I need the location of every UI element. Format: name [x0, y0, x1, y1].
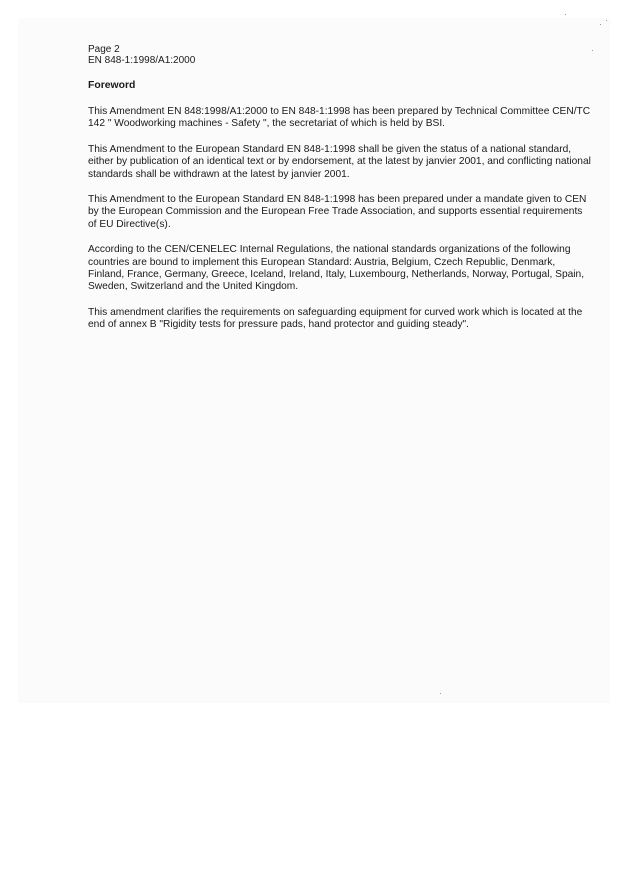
paragraph-mandate: This Amendment to the European Standard EN 848-1:1998 has been prepared under a mandate given to CEN by the European Commission and the European Free Trade Association, and supports essential requirements of EU Directive(s).	[88, 194, 587, 230]
document-page	[88, 44, 593, 345]
paragraph-status: This Amendment to the European Standard EN 848-1:1998 shall be given the status of a national standard, either by publication of an identical text or by endorsement, at the latest by janvier 2001, and conflicting national standards shall be withdrawn at the latest by janvier 2001.	[88, 143, 591, 180]
scan-speck	[606, 20, 607, 21]
paragraph-prepared-by: This Amendment EN 848:1998/A1:2000 to EN 848-1:1998 has been prepared by Technical Committee CEN/TC 142 " Woodworking machines - Safety ", the secretariat of which is held by BSI.	[88, 106, 591, 130]
scan-speck	[440, 693, 441, 694]
foreword-heading: Foreword	[88, 80, 136, 91]
paragraph-countries: According to the CEN/CENELEC Internal Regulations, the national standards organizations of the following countries are bound to implement this European Standard: Austria, Belgium, Czech Republic, Denmark, Finland, France, Germany, Greece, Iceland, Ireland, Italy, Luxembourg, Netherlands, Norway, Portugal, Spain, Sweden, Switzerland and the United Kingdom.	[88, 244, 585, 293]
paragraph-clarification: This amendment clarifies the requirements on safeguarding equipment for curved work which is located at the end of annex B "Rigidity tests for pressure pads, hand protector and guiding steady".	[88, 306, 583, 331]
scan-speck	[600, 24, 601, 25]
document-identifier: EN 848-1:1998/A1:2000	[88, 55, 196, 66]
page-number: Page 2	[88, 44, 120, 55]
scan-speck	[565, 14, 566, 15]
